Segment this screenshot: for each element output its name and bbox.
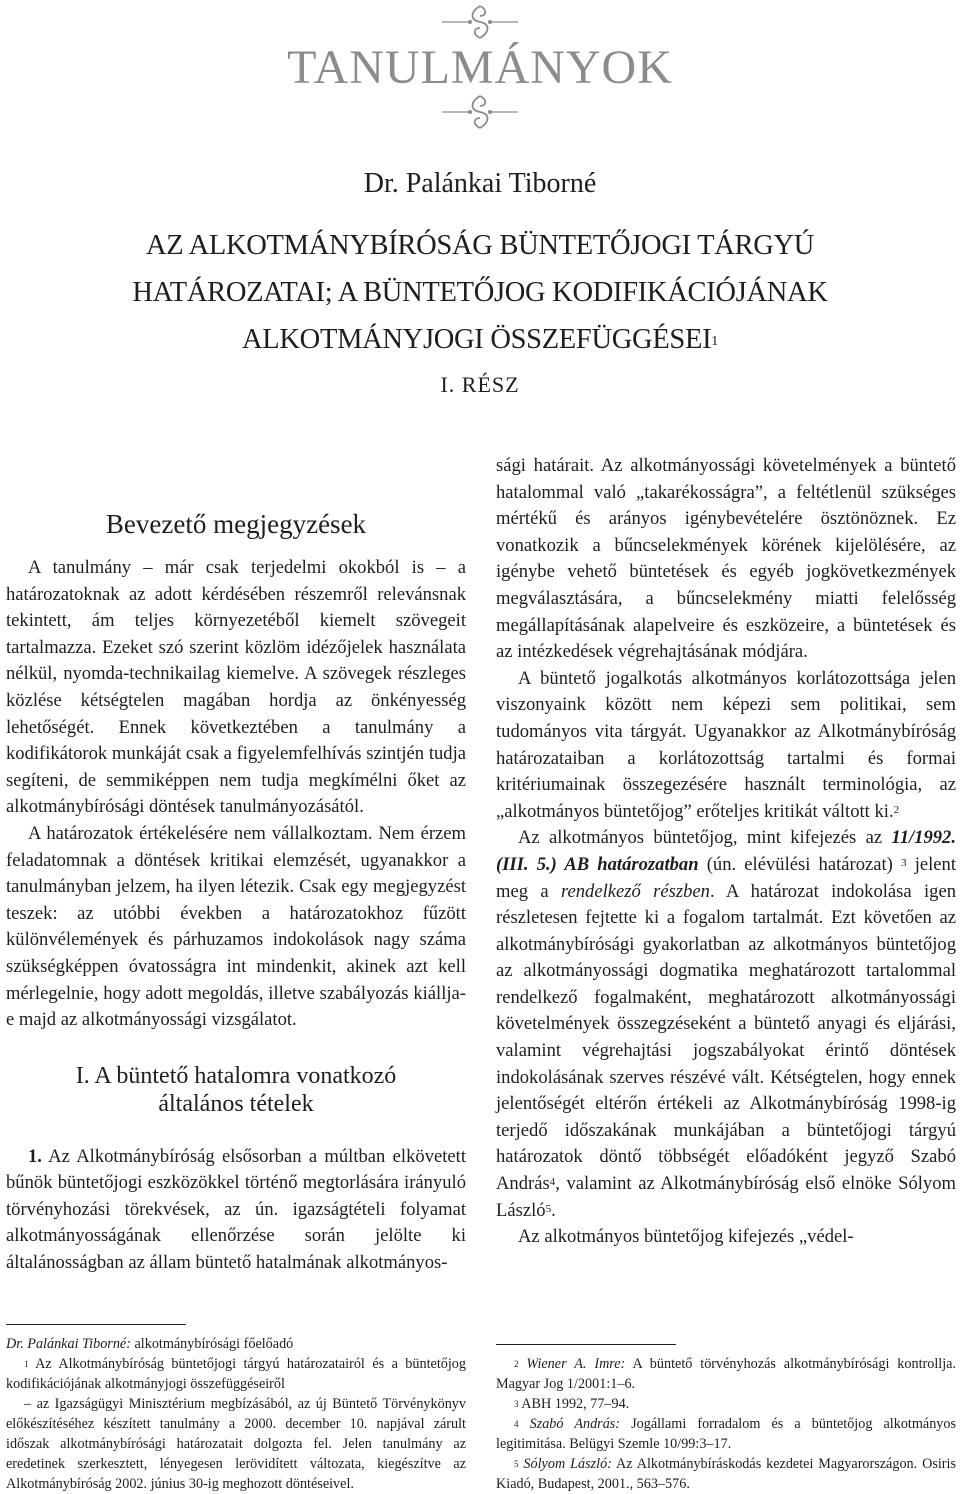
footnote-ref: 4	[549, 1176, 556, 1189]
paragraph-text: , valamint az Alkotmánybíróság első elnöke Sólyom László	[496, 1173, 956, 1221]
paragraph-text: Az alkotmányos büntetőjog, mint kifejezés az	[518, 827, 892, 849]
paragraph	[6, 1144, 466, 1277]
footnote-number: 1	[24, 1359, 29, 1369]
decision-reference: 11/1992. (III. 5.) AB határozatban	[496, 827, 956, 875]
paragraph: Az alkotmányos büntetőjog kifejezés „védel-	[518, 1226, 854, 1248]
footnote-ref: 5	[545, 1202, 552, 1215]
footnote-author: Sólyom László:	[523, 1456, 612, 1472]
sub-heading	[6, 1062, 466, 1118]
paragraph-number: 1.	[28, 1145, 42, 1167]
footnote-4	[496, 1414, 956, 1454]
paragraph: sági határait. Az alkotmányossági követelmények a büntető hatalommal való „takarékosságra”, a feltétlenül szükséges mértékű és arányos igénybevételére ösztönöznek. Ez vonatkozik a bűncselekmények körének kijelölésére, az igénybe vehető büntetések és egyéb jogkövetkezmények megválasztására, a bűncselekmény miatti felelősség megállapításának alapelveire és eszközeire, a büntetések és az intézkedések végrehajtásának módjára.	[496, 455, 956, 663]
paragraph-text: Az Alkotmánybíróság elsősorban a múltban elkövetett bűnök büntetőjogi eszközökkel történő megtorlására irányuló törvényhozási törekvések, az ún. igazságtételi folyamat alkotmányosságának ellenőrzése során jelölte ki általánosságban az állam büntető hatalmának alkotmányos-	[6, 1145, 466, 1274]
bottom-ornament-icon	[440, 92, 520, 132]
footnote-3	[496, 1394, 956, 1414]
right-column	[496, 453, 956, 1251]
section-title: TANULMÁNYOK	[287, 41, 673, 94]
paragraph-text: (ún. elévülési határozat)	[698, 853, 902, 875]
footnote-number: 3	[514, 1399, 519, 1409]
footnote-text: Az Alkotmánybíróság büntetőjogi tárgyú határozatairól és a büntetőjog kodifikációjának alkotmányjogi összefüggéseiről	[6, 1356, 466, 1392]
footnote-ref: 2	[893, 803, 900, 816]
author-note-text: alkotmánybírósági főelőadó	[130, 1336, 294, 1352]
sub-heading-line-2: általános tételek	[158, 1090, 314, 1117]
footnote-author: Wiener A. Imre:	[526, 1356, 626, 1372]
paragraph	[496, 825, 956, 1224]
left-column	[6, 507, 466, 1277]
footnote-1	[6, 1354, 466, 1394]
footnote-number: 5	[514, 1459, 519, 1469]
part-label: I. RÉSZ	[440, 372, 520, 397]
paragraph-text: . A határozat indokolása igen részletesen fejtette ki a fogalom tartalmát. Ezt követően az alkotmánybírósági gyakorlatban az alkotmányos büntetőjog az alkotmányossági dogmatika meghatározott tartalommal rendelkező fogalmaként, meghatározott alkotmányossági követelmények összegzéseként a büntető anyagi és eljárási, valamint végrehajtási jogszabályokat érintő döntések indokolásának szerves részévé vált. Kétségtelen, hogy ennek jelentőségét eltérőn értékeli az Alkotmánybíróság 1998-ig terjedő időszakának munkájában a büntetőjogi tárgyú határozatok döntő többségét előadóként jegyző Szabó András	[496, 880, 956, 1195]
title-line-2: HATÁROZATAI; A BÜNTETŐJOG KODIFIKÁCIÓJÁNAK	[132, 277, 828, 308]
footnote-text: Az Alkotmánybíráskodás kezdetei Magyarországon. Osiris Kiadó, Budapest, 2001., 563–576.	[496, 1456, 956, 1492]
paragraph: A tanulmány – már csak terjedelmi okokból is – a határozatoknak az adott kérdésében részemről relevánsnak tekintett, ám teljes környezetéből kiemelt szövegeit tartalmazza. Ezeket szó szerint közlöm idézőjelek használata nélkül, nyomda-technikailag kiemelve. A szövegek részleges közlése kétségtelen magában hordja az önkényesség lehetőségét. Ennek következtében a tanulmány a kodifikátorok munkáját csak a figyelemfelhívás szintjén tudja segíteni, de semmiképpen nem tudja megkímélni őket az alkotmánybírósági döntések tanulmányozásától.	[6, 557, 466, 818]
paragraph-text: .	[551, 1199, 556, 1221]
emphasis: rendelkező részben	[560, 880, 710, 902]
footnote-5	[496, 1454, 956, 1494]
paragraph: A határozatok értékelésére nem vállalkoztam. Nem érzem feladatomnak a döntések kritikai elemzését, ugyanakkor a tanulmányban jelzem, ha ilyen létezik. Csak egy megjegyzést teszek: az utóbbi években a határozatokhoz fűzött különvélemények és párhuzamos indokolások nagy száma szükségképpen óvatosságra int mindenkit, akinek azt kell mérlegelnie, hogy adott megoldás, illetve szabályozás kiállja-e majd az alkotmányossági vizsgálatot.	[6, 822, 466, 1031]
footnote-number: 2	[514, 1359, 519, 1369]
footnote-divider	[6, 1324, 186, 1325]
footnotes-right	[496, 1354, 956, 1494]
title-line-3: ALKOTMÁNYJOGI ÖSSZEFÜGGÉSEI	[242, 324, 712, 355]
top-ornament-icon	[440, 2, 520, 42]
title-line-1: AZ ALKOTMÁNYBÍRÓSÁG BÜNTETŐJOGI TÁRGYÚ	[145, 230, 815, 261]
article-title	[0, 222, 960, 363]
paragraph	[496, 666, 956, 826]
footnote-divider	[496, 1344, 676, 1345]
paragraph-text: A büntető jogalkotás alkotmányos korlátozottsága jelen viszonyaink között nem képezi sem politikai, sem tudományos vita tárgyát. Ugyanakkor az Alkotmánybíróság határozataiban a korlátozottság tartalmi és formai kritériumainak összegezésére használt terminológia, az „alkotmányos büntetőjog” erőteljes kritikát váltott ki.	[496, 667, 956, 822]
footnote-2	[496, 1354, 956, 1394]
sub-heading-line-1: I. A büntető hatalomra vonatkozó	[75, 1062, 397, 1089]
author-note	[6, 1334, 466, 1354]
footnote-number: 4	[514, 1419, 519, 1429]
footnote-text: Jogállami forradalom és a büntetőjog alkotmányos legitimitása. Belügyi Szemle 10/99:3–17.	[496, 1416, 957, 1452]
author-note-name: Dr. Palánkai Tiborné:	[6, 1336, 131, 1352]
title-footnote-ref: 1	[711, 334, 718, 349]
footnote-text: ABH 1992, 77–94.	[518, 1396, 630, 1412]
author-name: Dr. Palánkai Tiborné	[363, 168, 597, 199]
footnote-1-continued: – az Igazságügyi Minisztérium megbízásából, az új Büntető Törvénykönyv előkészítéséhez készített tanulmány a 2000. december 10. napjával zárult időszak alkotmánybírósági határozatait dolgozta fel. Jelen tanulmány az eredetinek szerkesztett, lényegesen lerövidített változata, kiegészítve az Alkotmánybíróság 2002. június 30-ig meghozott döntéseivel.	[6, 1396, 466, 1492]
paragraph-text: jelent meg a	[496, 853, 956, 902]
footnote-text: A büntető törvényhozás alkotmánybírósági kontrollja. Magyar Jog 1/2001:1–6.	[496, 1356, 956, 1392]
footnote-ref: 3	[901, 856, 907, 869]
footnotes-left	[6, 1334, 466, 1494]
footnote-author: Szabó András:	[529, 1416, 621, 1432]
intro-heading: Bevezető megjegyzések	[105, 509, 367, 539]
